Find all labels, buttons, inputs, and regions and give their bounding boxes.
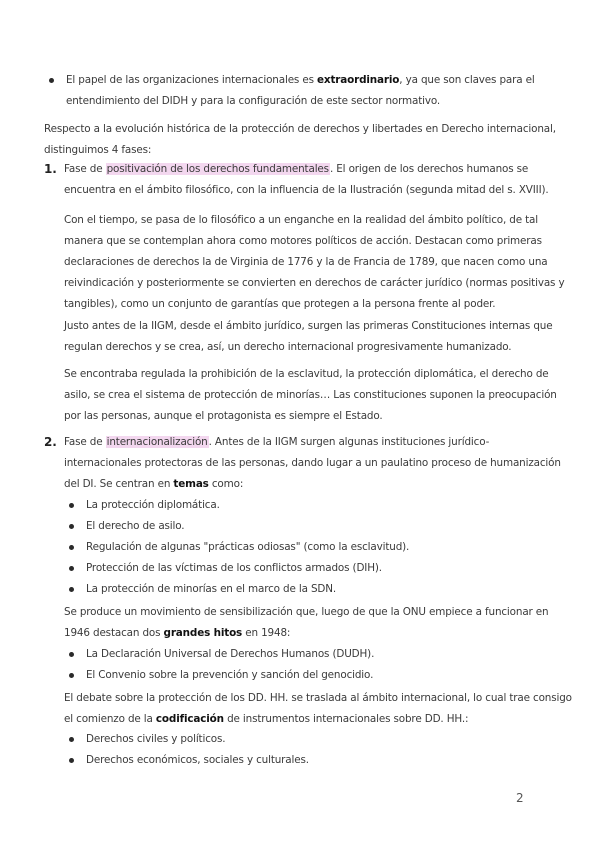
list-item: La protección de minorías en el marco de la SDN. [64,579,564,600]
phase-1 [44,159,574,201]
list-item: La protección diplomática. [64,495,564,516]
list-item: Derechos civiles y políticos. [64,729,564,750]
list-item: Protección de las víctimas de los conflictos armados (DIH). [64,558,564,579]
phase-1-paragraph-4: Se encontraba regulada la prohibición de la esclavitud, la protección diplomática, el derecho de asilo, se crea el sistema de protección de minorías… Las constituciones suponen la preocupación por las personas, aunque el protagonista es siempre el Estado. [64,368,557,422]
topics-list [64,495,564,600]
list-item: Derechos económicos, sociales y culturales. [64,750,564,771]
list-item: Regulación de algunas "prácticas odiosas" (como la esclavitud). [64,537,564,558]
page-number: 2 [516,791,524,805]
list-item: El papel de las organizaciones internacionales es extraordinario, ya que son claves para el entendimiento del DIDH y para la configuración de este sector normativo. [44,70,544,112]
phase-2 [44,432,564,495]
list-item: El Convenio sobre la prevención y sanción del genocidio. [64,665,564,686]
instruments-list [64,729,564,771]
phase-1-paragraph-2: Con el tiempo, se pasa de lo filosófico a un enganche en la realidad del ámbito político, de tal manera que se contemplan ahora como motores políticos de acción. Destacan como primeras declaraciones de derechos la de Virginia de 1776 y la de Francia de 1789, que nacen como una reivindicación y posteriormente se convierten en derechos de carácter jurídico (normas positivas y tangibles), como un conjunto de garantías que protegen a la persona frente al poder. [64,214,565,310]
hitos-list [64,644,564,686]
hitos-paragraph: Se produce un movimiento de sensibilización que, luego de que la ONU empiece a funcionar en 1946 destacan dos grandes hitos en 1948: [64,606,549,639]
list-item: La Declaración Universal de Derechos Humanos (DUDH). [64,644,564,665]
intro-bullet [44,70,544,112]
list-item: El derecho de asilo. [64,516,564,537]
phase-1-heading: 1. Fase de positivación de los derechos fundamentales. El origen de los derechos humanos se encuentra en el ámbito filosófico, con la influencia de la Ilustración (segunda mitad del s. XVIII). [44,162,549,196]
highlight: positivación de los derechos fundamentales [106,163,329,175]
highlight: internacionalización [106,436,208,448]
phase-2-heading: 2. Fase de internacionalización. Antes de la IIGM surgen algunas instituciones jurídico-internacionales protectoras de las personas, dando lugar a un paulatino proceso de humanización del DI. Se centran en temas como: [44,435,561,490]
debate-paragraph: El debate sobre la protección de los DD. HH. se traslada al ámbito internacional, lo cual trae consigo el comienzo de la codificación de instrumentos internacionales sobre DD. HH.: [64,692,572,725]
phase-1-paragraph-3: Justo antes de la IIGM, desde el ámbito jurídico, surgen las primeras Constituciones internas que regulan derechos y se crea, así, un derecho internacional progresivamente humanizado. [64,320,553,353]
intro-paragraph: Respecto a la evolución histórica de la protección de derechos y libertades en Derecho internacional, distinguimos 4 fases: [44,123,556,156]
